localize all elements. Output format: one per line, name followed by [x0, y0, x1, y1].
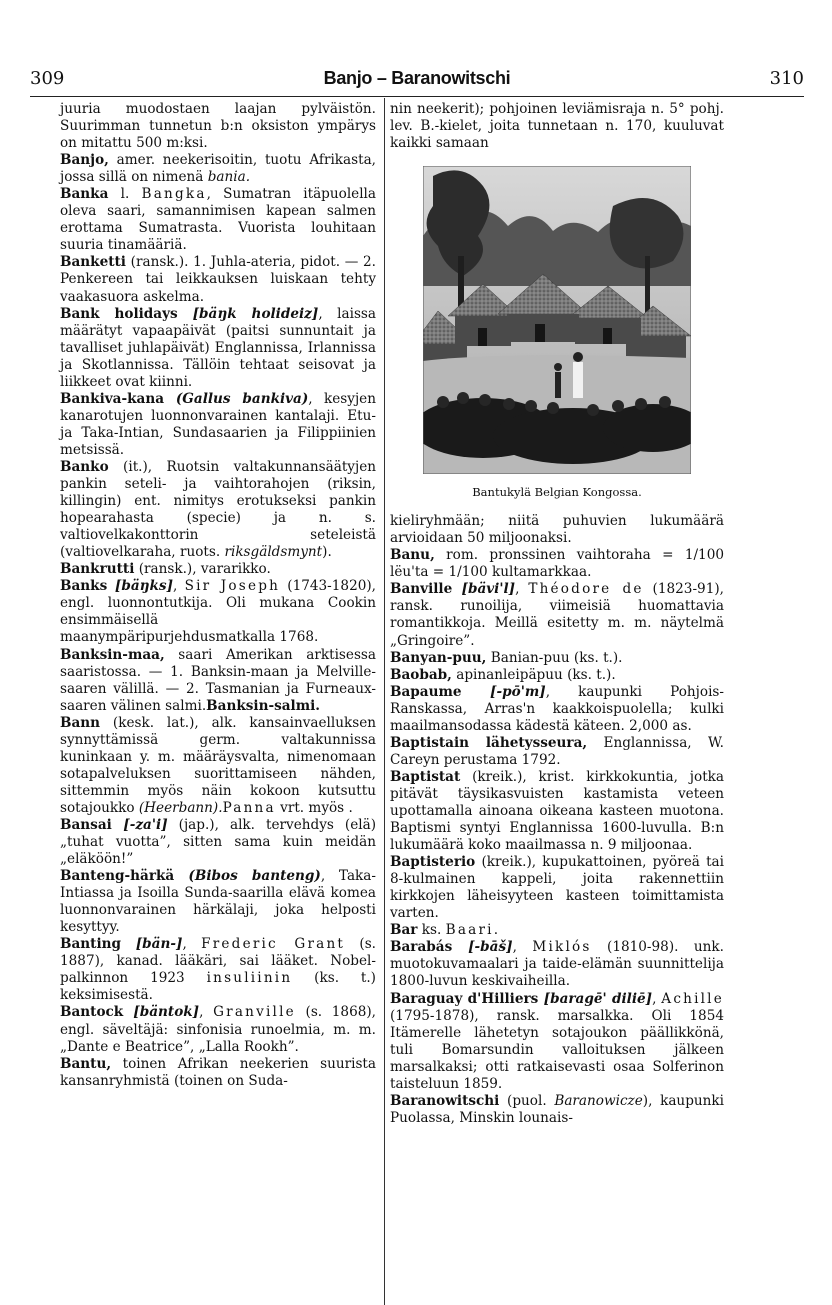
page-header	[30, 62, 804, 96]
entry-text: (ks. t.) keksimisestä.	[60, 970, 376, 1004]
headword: Banka	[60, 186, 109, 203]
pronunciation: [-za'i]	[111, 816, 168, 833]
dictionary-entry	[60, 715, 376, 817]
entry-text: Englannissa, W. Careyn perustama 1792.	[390, 734, 724, 768]
headword: Bankrutti	[60, 561, 135, 578]
headword: Banksin-maa,	[60, 646, 165, 663]
entry-text: (s. 1887), kanad. lääkäri, sai lääket. Nobel-palkinnon 1923	[60, 936, 376, 987]
entry-text: , laissa määrätyt vapaapäivät (paitsi sunnuntait ja tavalliset juhlapäivät) Englannissa, Irlannissa ja Skotlannissa. Tällöin tehtaat seisovat ja liikkeet ovat kiinni.	[60, 305, 376, 390]
headword: Baranowitschi	[390, 1092, 500, 1109]
spaced-name: Achille	[661, 990, 724, 1007]
dictionary-entry	[60, 186, 376, 254]
entry-text: 1. Banksin-maan ja Melville-saaren välillä. — 2. Tasmanian ja Furneaux-saaren välinen salmi.	[60, 663, 376, 714]
dictionary-entry	[60, 1056, 376, 1090]
entry-text: Banian-puu (ks. t.).	[486, 649, 623, 666]
pronunciation: [bävi'l]	[452, 581, 516, 598]
dictionary-entry	[390, 854, 724, 922]
entry-text: (1810-98). unk. muotokuvamaalari ja taide-elämän suunnittelija 1800-luvun keskivaiheilla.	[390, 939, 724, 990]
italic-term: bania.	[207, 169, 251, 186]
italic-term: Baranowicze	[554, 1092, 643, 1109]
entry-text: ,	[199, 1004, 214, 1021]
entry-text: ,	[515, 581, 529, 598]
column-divider	[384, 98, 385, 1305]
headword: Baraguay d'Hilliers	[390, 990, 539, 1007]
entry-text: , Taka-Intiassa ja Isoilla Sunda-saarilla elävä komea luonnonvarainen härkälaji, joka helposti kesyttyy.	[60, 868, 376, 936]
headword: Bar	[390, 922, 418, 939]
dictionary-entry	[390, 547, 724, 581]
dictionary-entry	[60, 254, 376, 305]
dictionary-entry	[390, 991, 724, 1093]
pronunciation: [bän-]	[121, 936, 183, 953]
entry-text: (ransk.). 1. Juhla-ateria, pidot. — 2. Penkereen tai leikkauksen luiskaan tehty vaakasuora askelma.	[60, 254, 376, 305]
entry-text: , Sumatran itäpuolella oleva saari, samannimisen kapean salmen erottama Sumatrasta. Vuorista louhitaan suuria tinamääriä.	[60, 186, 377, 254]
headword: Banteng-härkä	[60, 868, 175, 885]
left-column	[60, 101, 376, 1090]
spaced-name: Panna	[222, 799, 276, 816]
pronunciation: [bäŋk holideiz]	[177, 305, 319, 322]
headword: Banko	[60, 458, 109, 475]
dictionary-entry	[390, 667, 724, 684]
entry-text: .	[493, 922, 499, 939]
entry-text: saari Amerikan arktisessa saaristossa. —	[60, 646, 376, 680]
spaced-name: insuliinin	[206, 970, 293, 987]
entry-text: ,	[512, 939, 533, 956]
entry-continuation	[60, 101, 376, 152]
headword: Banketti	[60, 254, 126, 271]
dictionary-entry	[60, 817, 376, 868]
dictionary-entry	[390, 939, 724, 990]
entry-text: ,	[173, 578, 185, 595]
headword: Bann	[60, 714, 101, 731]
headword: Bansai	[60, 816, 112, 833]
headword: Banks	[60, 578, 108, 595]
headword: Banting	[60, 936, 122, 953]
dictionary-entry	[60, 936, 376, 1004]
dictionary-entry	[60, 647, 376, 715]
dictionary-entry	[60, 868, 376, 936]
entry-text: (jap.), alk. tervehdys (elä) „tuhat vuotta”, sitten sama kuin meidän „eläköön!”	[60, 816, 376, 868]
entry-text: (it.), Ruotsin valtakunnansäätyjen pankin seteli- ja vaihtorahojen (riksin, killingin) ent. nimitys erotukseksi pankin hopearahasta (specie) ja n. s. valtiovelkakonttorin seteleistä (valtiovelkaraha, ruots.	[60, 458, 376, 561]
headword: Bantu,	[60, 1055, 112, 1072]
dictionary-entry	[60, 459, 376, 561]
spaced-name: Théodore de	[528, 581, 644, 598]
entry-text: kieliryhmään; niitä puhuvien lukumäärä arvioidaan 50 miljoonaksi.	[390, 513, 724, 547]
spaced-name: Miklós	[532, 939, 592, 956]
entry-text: (s. 1868), engl. säveltäjä: sinfonisia runoelmia, m. m. „Dante e Beatrice”, „Lalla Rookh”.	[60, 1004, 376, 1055]
pronunciation: [bäŋks]	[107, 578, 174, 595]
entry-text: (puol.	[499, 1092, 555, 1109]
dictionary-entry	[390, 769, 724, 854]
entry-text: toinen Afrikan neekerien suurista kansanryhmistä (toinen on Suda-	[60, 1055, 376, 1089]
entry-text: juuria muodostaen laajan pylväistön. Suurimman tunnetun b:n oksiston ympärys on mitattu 500 m:ksi.	[60, 101, 376, 152]
entry-text: , kesyjen kanarotujen luonnonvarainen kantalaji. Etu- ja Taka-Intian, Sundasaarien ja Filippiinien metsissä.	[60, 390, 376, 458]
entry-text: (ransk.), vararikko.	[134, 561, 271, 578]
dictionary-entry	[390, 735, 724, 769]
dictionary-entry	[60, 1004, 376, 1055]
headword: Banksin-salmi.	[206, 697, 321, 714]
entry-text: .	[348, 799, 353, 816]
dictionary-entry	[60, 561, 376, 578]
headword: Baptistain lähetysseura,	[390, 734, 588, 751]
spaced-name: Frederic Grant	[201, 936, 346, 953]
dictionary-entry	[390, 684, 724, 735]
headword: Banville	[390, 581, 453, 598]
header-rule	[30, 96, 804, 97]
figure-caption: Bantukylä Belgian Kongossa.	[472, 485, 642, 500]
pronunciation: [baragē' diliē]	[538, 990, 653, 1007]
right-column	[390, 101, 724, 1127]
pronunciation: [-pō'm]	[461, 683, 546, 700]
entry-text: ,	[182, 936, 202, 953]
pronunciation: (Gallus bankiva)	[164, 390, 309, 407]
headword: Bantock	[60, 1004, 124, 1021]
entry-text: (kreik.), krist. kirkkokuntia, jotka pitävät täysikasvuisten kastamista veteen upottamalla ainoana oikeana kasteen muotona. Baptismi syntyi Englannissa 1600-luvulla. B:n lukumäärä koko maailmassa n. 9 miljoonaa.	[390, 768, 724, 854]
entry-text: ).	[322, 544, 332, 561]
entry-text: ), kaupunki Puolassa, Minskin lounais-	[390, 1092, 724, 1126]
headword: Bapaume	[390, 683, 462, 700]
dictionary-entry	[60, 391, 376, 459]
dictionary-entry	[60, 578, 376, 646]
dictionary-entry	[390, 650, 724, 667]
entry-text: amer. neekerisoitin, tuotu Afrikasta, jossa sillä on nimenä	[60, 152, 376, 186]
entry-text: , kaupunki Pohjois-Ranskassa, Arras'n kaakkoispuolella; kulki maailmansodassa kädestä käteen. 2,000 as.	[390, 683, 724, 734]
running-title: Banjo – Baranowitschi	[323, 68, 511, 88]
page-number-left: 309	[30, 68, 65, 89]
page-number-right: 310	[769, 68, 804, 89]
headword: Bank holidays	[60, 305, 178, 322]
entry-text: ,	[652, 990, 662, 1007]
pronunciation: (Bibos banteng)	[174, 868, 321, 885]
entry-text: (kreik.), kupukattoinen, pyöreä tai 8-kulmainen kappeli, joita rakennettiin kirkkojen läheisyyteen kasteen toimittamista varten.	[390, 854, 724, 922]
entry-text: apinanleipäpuu (ks. t.).	[451, 666, 616, 683]
headword: Barabás	[390, 939, 453, 956]
pronunciation: [bäntok]	[123, 1004, 200, 1021]
spaced-name: Bangka	[141, 186, 207, 203]
headword: Banu,	[390, 547, 435, 564]
entry-text: (1823-91), ransk. runoilija, viimeisiä huomattavia romantikkoja. Meillä esitetty m. m. näytelmä „Gringoire”.	[390, 581, 724, 649]
spaced-name: Baari	[445, 922, 494, 939]
spaced-name: Granville	[213, 1004, 296, 1021]
entry-text: (1795-1878), ransk. marsalkka. Oli 1854 Itämerelle lähetetyn sotajoukon päällikkönä, tuli Bomarsundin valloituksen jälkeen marsalkaksi; otti ratkaisevasti osaa Solferinon taisteluun 1859.	[390, 1007, 724, 1092]
entry-continuation: nin neekerit); pohjoinen leviämisraja n. 5° pohj. lev. B.-kielet, joita tunnetaan n. 170, kuuluvat kaikki samaan	[390, 101, 724, 152]
figure	[423, 166, 691, 474]
dictionary-entry	[60, 306, 376, 391]
entry-text: rom. pronssinen vaihtoraha = 1/100 lëu'ta = 1/100 kultamarkkaa.	[390, 547, 724, 581]
village-photo	[423, 166, 691, 474]
headword: Baobab,	[390, 666, 452, 683]
entry-text: vrt. myös	[275, 799, 349, 816]
headword: Baptistat	[390, 768, 461, 785]
entry-text: (1743-1820), engl. luonnontutkija. Oli mukana Cookin ensimmäisellä maanympäripurjehdusmatkalla 1768.	[60, 578, 376, 646]
headword: Banyan-puu,	[390, 649, 487, 666]
dictionary-entry	[390, 581, 724, 649]
spaced-name: Sir Joseph	[184, 578, 281, 595]
dictionary-entry	[390, 1093, 724, 1127]
dictionary-entry	[60, 152, 376, 186]
entry-text: l.	[108, 186, 142, 203]
headword: Bankiva-kana	[60, 390, 165, 407]
headword: Baptisterio	[390, 854, 476, 871]
pronunciation: [-bāš]	[452, 939, 513, 956]
entry-text: ks.	[417, 922, 446, 939]
dictionary-entry	[390, 922, 724, 939]
entry-continuation	[390, 513, 724, 547]
entry-text: (kesk. lat.), alk. kansainvaelluksen synnyttämissä germ. valtakunnissa kuninkaan y. m. määräysvalta, nimenomaan sotapalveluksen suorittamiseen nähden, sittemmin myös näin kokoon kutsuttu sotajoukko	[60, 714, 376, 816]
italic-term: (Heerbann).	[138, 799, 223, 816]
headword: Banjo,	[60, 152, 109, 169]
italic-term: riksgäldsmynt	[224, 544, 323, 561]
